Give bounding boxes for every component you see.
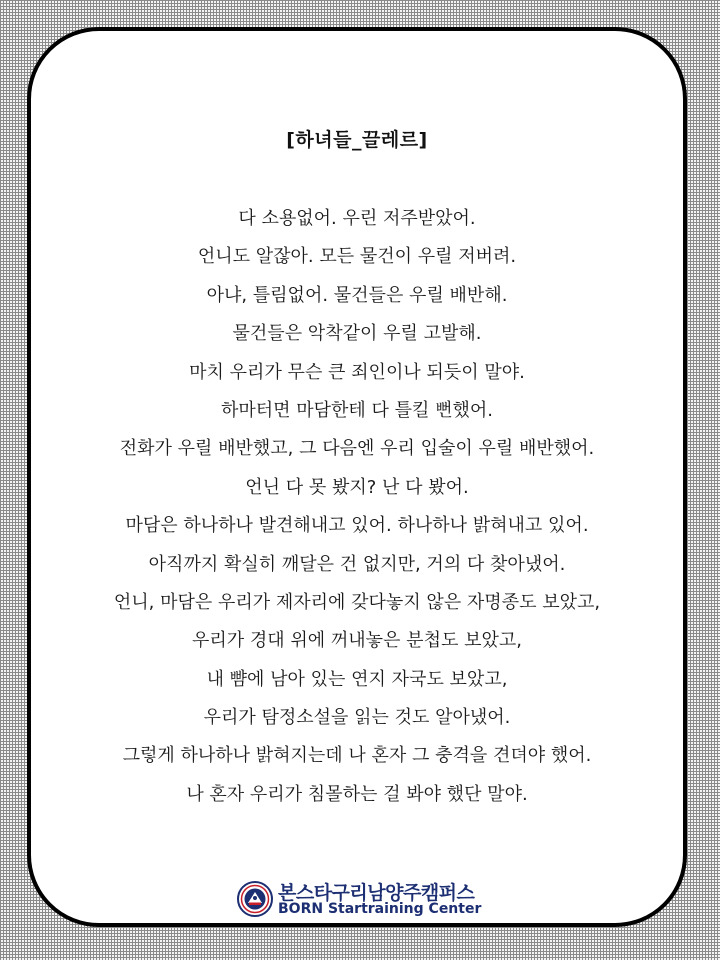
script-line: 마치 우리가 무슨 큰 죄인이나 되듯이 말야. bbox=[189, 361, 525, 383]
script-line: 전화가 우릴 배반했고, 그 다음엔 우리 입술이 우릴 배반했어. bbox=[119, 438, 595, 460]
script-title: [하녀들_끌레르] bbox=[286, 129, 428, 151]
script-line: 언니, 마담은 우리가 제자리에 갖다놓지 않은 자명종도 보았고, bbox=[113, 591, 601, 613]
academy-emblem-icon bbox=[237, 881, 273, 917]
script-line: 마담은 하나하나 발견해내고 있어. 하나하나 밝혀내고 있어. bbox=[125, 515, 589, 537]
script-lines bbox=[31, 200, 683, 814]
script-line: 언니도 알잖아. 모든 물건이 우릴 저버려. bbox=[197, 246, 517, 268]
script-card bbox=[27, 27, 687, 927]
script-line: 나 혼자 우리가 침몰하는 걸 봐야 했단 말야. bbox=[186, 783, 528, 805]
script-line: 다 소용없어. 우린 저주받았어. bbox=[238, 208, 476, 229]
logo-english-text: BORN Startraining Center bbox=[278, 901, 482, 917]
script-line: 아냐, 틀림없어. 물건들은 우릴 배반해. bbox=[206, 284, 508, 306]
script-line: 하마터면 마담한테 다 틀킬 뻔했어. bbox=[220, 399, 494, 421]
script-line: 우리가 탐정소설을 읽는 것도 알아냈어. bbox=[203, 707, 511, 729]
script-line: 내 뺨에 남아 있는 연지 자국도 보았고, bbox=[206, 668, 508, 690]
script-line: 그렇게 하나하나 밝혀지는데 나 혼자 그 충격을 견뎌야 했어. bbox=[122, 745, 592, 767]
script-line: 아직까지 확실히 깨달은 건 없지만, 거의 다 찾아냈어. bbox=[148, 553, 566, 575]
logo-korean-text: 본스타구리남양주캠퍼스 bbox=[278, 882, 475, 904]
script-line: 물건들은 악착같이 우릴 고발해. bbox=[232, 323, 482, 345]
script-line: 언닌 다 못 봤지? 난 다 봤어. bbox=[245, 476, 469, 498]
script-line: 우리가 경대 위에 꺼내놓은 분첩도 보았고, bbox=[192, 630, 522, 652]
